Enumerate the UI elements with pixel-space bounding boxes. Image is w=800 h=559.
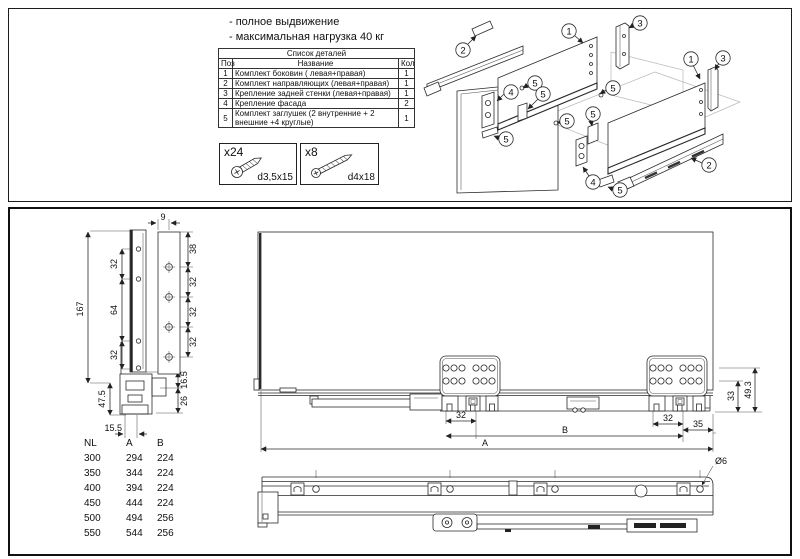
size-row: 300 294 224: [84, 453, 174, 464]
dim-top-width: 9: [160, 212, 166, 222]
right-side-panel: [608, 83, 705, 174]
damper-block: [627, 519, 697, 532]
note-max-load: - максимальная нагрузка 40 кг: [229, 31, 385, 43]
svg-text:4: 4: [590, 177, 596, 189]
svg-text:2: 2: [460, 45, 466, 57]
callout-4: [586, 175, 600, 189]
svg-text:4: 4: [508, 87, 514, 99]
dim-49-3: 49.3: [743, 381, 753, 399]
svg-text:5: 5: [617, 185, 623, 197]
callout-4: [504, 85, 518, 99]
screw-size: d3,5x15: [257, 172, 293, 183]
dim-26: 26: [179, 395, 189, 407]
note-full-extension: - полное выдвижение: [229, 16, 340, 28]
dim-32e: 32: [188, 336, 198, 348]
size-row: 400 394 224: [84, 483, 174, 494]
facade-bracket-bottom: [576, 136, 587, 166]
dim-64: 64: [109, 304, 119, 316]
svg-text:5: 5: [503, 134, 509, 146]
svg-text:1: 1: [566, 26, 572, 38]
screw-count: x24: [224, 145, 244, 159]
col-header-name: Название: [233, 59, 399, 69]
parts-list-table: [218, 48, 415, 128]
svg-text:5: 5: [540, 89, 546, 101]
svg-text:3: 3: [637, 18, 643, 30]
svg-text:5: 5: [532, 78, 538, 90]
dim-35: 35: [692, 419, 704, 429]
screw-box-large: [300, 143, 379, 185]
dim-32d: 32: [188, 306, 198, 318]
callout-5: [613, 183, 627, 197]
size-row: 350 344 224: [84, 468, 174, 479]
facade-bracket-left: [482, 92, 494, 128]
callout-5: [606, 81, 620, 95]
dim-33: 33: [726, 390, 736, 402]
table-row: 3 Крепление задней стенки (левая+правая) 1: [219, 89, 415, 99]
roller-carriage: [433, 514, 477, 531]
col-header-pos: Поз: [219, 59, 233, 69]
screw-count: x8: [305, 145, 318, 159]
callout-3: [716, 51, 730, 65]
back-bracket-left: [616, 23, 629, 69]
dim-pitch-left: 32: [455, 410, 467, 420]
size-row: 550 544 256: [84, 528, 174, 539]
rail-view-drawing: [258, 456, 727, 532]
hook-slots: [291, 483, 690, 495]
col-header-qty: Кол: [399, 59, 415, 69]
callout-5: [536, 87, 550, 101]
dim-a: A: [481, 438, 489, 448]
svg-text:3: 3: [720, 53, 726, 65]
size-table: [84, 436, 188, 541]
svg-text:2: 2: [706, 160, 712, 172]
callout-3: [633, 16, 647, 30]
left-mount-bracket: [440, 356, 500, 439]
instruction-panel: [8, 8, 792, 202]
parts-table-title: Список деталей: [219, 49, 415, 59]
drawing-panel: [8, 207, 792, 556]
dim-pitch-right: 32: [662, 413, 674, 423]
screw-size: d4x18: [347, 172, 375, 183]
svg-text:5: 5: [610, 83, 616, 95]
dim-38: 38: [188, 243, 198, 255]
feature-notes: [229, 15, 384, 45]
callout-2: [702, 158, 716, 172]
dim-total-height: 167: [75, 301, 85, 317]
svg-text:5: 5: [564, 116, 570, 128]
dim-47-5: 47.5: [97, 390, 107, 408]
callout-1: [562, 24, 576, 38]
dim-15-5: 15.5: [104, 423, 122, 433]
size-table-header: NL A B: [84, 438, 164, 449]
dim-32a: 32: [109, 258, 119, 270]
svg-text:5: 5: [590, 109, 596, 121]
svg-text:1: 1: [688, 54, 694, 66]
exploded-view: [420, 10, 790, 200]
callout-2: [456, 43, 470, 57]
callout-1: [684, 52, 698, 66]
table-row: 4 Крепление фасада 2: [219, 99, 415, 109]
right-mount-bracket: [647, 356, 707, 442]
table-row: 5 Комплект заглушек (2 внутренние + 2 внешние +4 круглые) 1: [219, 109, 415, 128]
callout-5: [586, 107, 600, 121]
dim-32b: 32: [109, 349, 119, 361]
cross-section-drawing: [75, 212, 198, 438]
table-row: 2 Комплект направляющих (левая+правая) 1: [219, 79, 415, 89]
dim-b: B: [561, 425, 569, 435]
back-bracket-right: [708, 67, 718, 111]
callout-5: [560, 114, 574, 128]
rail-front-hook: [258, 492, 278, 527]
size-row: 450 444 224: [84, 498, 174, 509]
dim-hole-diameter: Ø6: [715, 456, 728, 466]
callout-5: [499, 132, 513, 146]
size-row: 500 494 256: [84, 513, 174, 524]
table-row: 1 Комплект боковин ( левая+правая) 1: [219, 69, 415, 79]
screw-box-small: [219, 143, 297, 185]
dim-32c: 32: [188, 276, 198, 288]
side-view-drawing: [254, 232, 762, 452]
dim-16-5: 16.5: [179, 371, 189, 389]
